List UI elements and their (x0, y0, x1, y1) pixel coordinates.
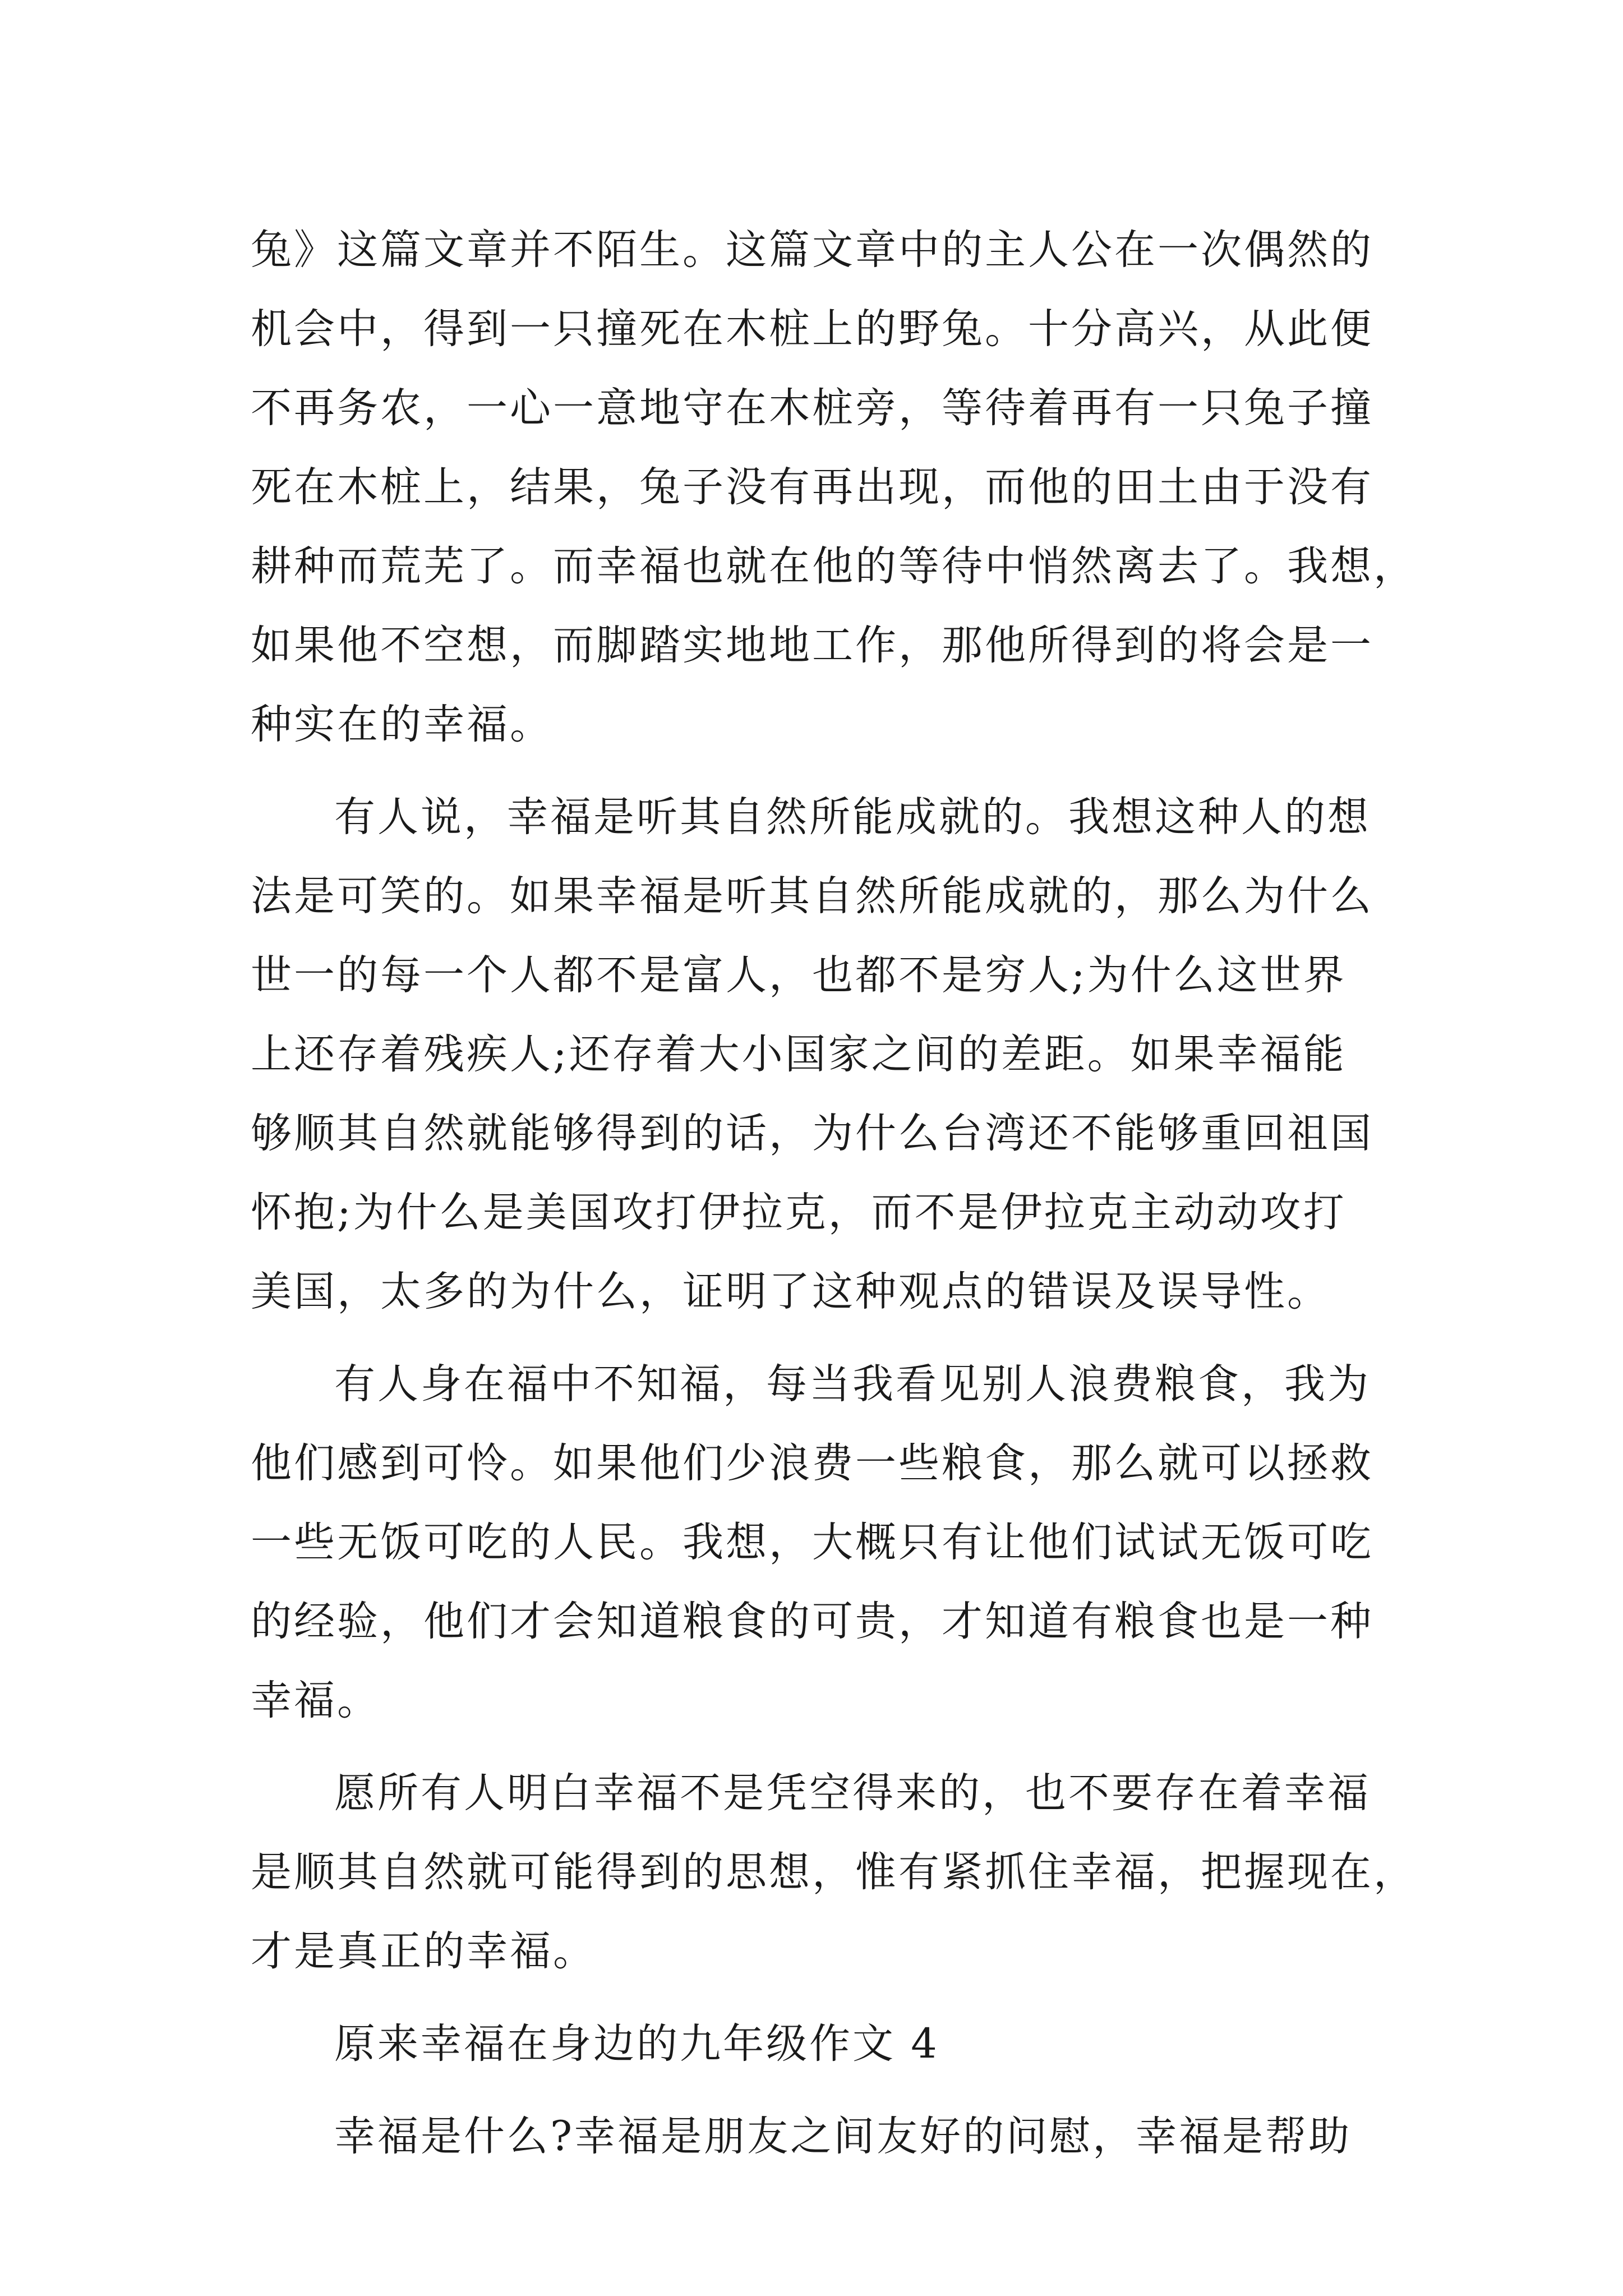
text-line: 不再务农，一心一意地守在木桩旁，等待着再有一只兔子撞 (251, 384, 1373, 432)
text-line: 法是可笑的。如果幸福是听其自然所能成就的，那么为什么 (251, 872, 1373, 920)
text-line: 一些无饭可吃的人民。我想，大概只有让他们试试无饭可吃 (251, 1519, 1373, 1566)
text-line: 才是真正的幸福。 (251, 1927, 596, 1975)
text-line: 机会中，得到一只撞死在木桩上的野兔。十分高兴，从此便 (251, 305, 1373, 353)
text-line: 上还存着残疾人;还存着大小国家之间的差距。如果幸福能 (251, 1030, 1347, 1078)
paragraph-first-line: 有人说，幸福是听其自然所能成就的。我想这种人的想 (334, 793, 1371, 841)
paragraph-first-line: 愿所有人明白幸福不是凭空得来的，也不要存在着幸福 (334, 1769, 1371, 1817)
text-line: 世一的每一个人都不是富人，也都不是穷人;为什么这世界 (251, 951, 1347, 999)
section-heading: 原来幸福在身边的九年级作文 4 (334, 2020, 939, 2068)
text-line: 怀抱;为什么是美国攻打伊拉克，而不是伊拉克主动动攻打 (251, 1189, 1347, 1236)
text-line: 如果他不空想，而脚踏实地地工作，那他所得到的将会是一 (251, 622, 1373, 669)
text-line: 的经验，他们才会知道粮食的可贵，才知道有粮食也是一种 (251, 1598, 1373, 1645)
text-line: 兔》这篇文章并不陌生。这篇文章中的主人公在一次偶然的 (251, 226, 1373, 274)
text-line: 死在木桩上，结果，兔子没有再出现，而他的田土由于没有 (251, 463, 1373, 511)
text-line: 够顺其自然就能够得到的话，为什么台湾还不能够重回祖国 (251, 1110, 1373, 1157)
text-line: 是顺其自然就可能得到的思想，惟有紧抓住幸福，把握现在， (251, 1848, 1417, 1896)
text-line: 美国，太多的为什么，证明了这种观点的错误及误导性。 (251, 1268, 1330, 1315)
paragraph-first-line: 幸福是什么?幸福是朋友之间友好的问慰，幸福是帮助 (334, 2113, 1352, 2160)
text-line: 他们感到可怜。如果他们少浪费一些粮食，那么就可以拯救 (251, 1439, 1373, 1487)
paragraph-first-line: 有人身在福中不知福，每当我看见别人浪费粮食，我为 (334, 1360, 1371, 1408)
text-line: 幸福。 (251, 1677, 380, 1724)
body-text (251, 210, 1417, 2176)
text-line: 种实在的幸福。 (251, 701, 553, 748)
text-line: 耕种而荒芜了。而幸福也就在他的等待中悄然离去了。我想， (251, 542, 1417, 590)
